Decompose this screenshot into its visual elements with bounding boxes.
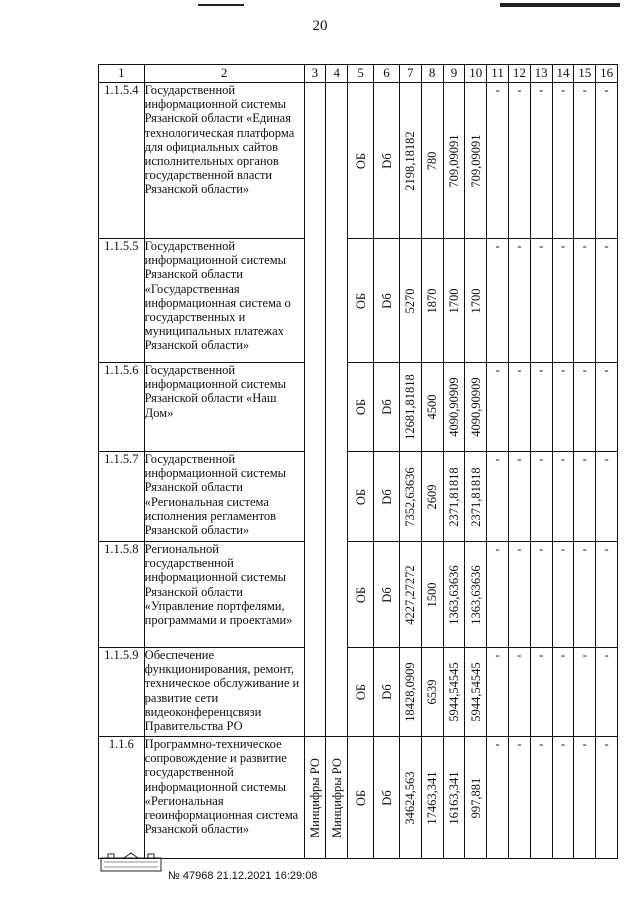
dash-cell: -	[552, 452, 574, 542]
dash-cell: -	[487, 83, 509, 239]
total-amount-cell: 34624,563	[399, 737, 421, 859]
total-amount-cell: 2198,18182	[399, 83, 421, 239]
dash-cell: -	[487, 363, 509, 452]
scan-artifact-left	[198, 4, 244, 6]
budget-code-cell: Dб	[374, 239, 400, 363]
header-cell: 12	[508, 65, 530, 83]
dash-cell: -	[574, 648, 596, 737]
total-amount-cell: 18428,0909	[399, 648, 421, 737]
row-description: Программно-техническое сопровождение и развитие государственной информационной системы «Региональная геоинформационная система Рязанской области»	[144, 737, 304, 859]
budget-code-cell: Dб	[374, 648, 400, 737]
dash-cell: -	[508, 452, 530, 542]
header-cell: 14	[552, 65, 574, 83]
dash-cell: -	[508, 363, 530, 452]
row-number: 1.1.5.5	[99, 239, 145, 363]
dash-cell: -	[530, 737, 552, 859]
dash-cell: -	[596, 542, 618, 648]
table-row	[99, 648, 618, 737]
header-cell: 11	[487, 65, 509, 83]
dash-cell: -	[552, 737, 574, 859]
dash-cell: -	[530, 239, 552, 363]
table-row	[99, 83, 618, 239]
table-row	[99, 239, 618, 363]
dash-cell: -	[530, 363, 552, 452]
header-cell: 1	[99, 65, 145, 83]
dash-cell: -	[508, 83, 530, 239]
header-cell: 8	[421, 65, 443, 83]
row-number: 1.1.5.7	[99, 452, 145, 542]
year-amount-cell: 1700	[443, 239, 465, 363]
dash-cell: -	[487, 542, 509, 648]
row-description: Обеспечение функционирования, ремонт, техническое обслуживание и развитие сети видеоконференцсвязи Правительства РО	[144, 648, 304, 737]
year-amount-cell: 1870	[421, 239, 443, 363]
dash-cell: -	[487, 239, 509, 363]
year-amount-cell: 780	[421, 83, 443, 239]
year-amount-cell: 2371,81818	[443, 452, 465, 542]
year-amount-cell: 1700	[465, 239, 487, 363]
page-number: 20	[312, 18, 328, 34]
row-description: Государственной информационной системы Рязанской области «Наш Дом»	[144, 363, 304, 452]
scan-artifact-right	[500, 3, 620, 7]
funding-source-cell: ОБ	[348, 239, 374, 363]
dash-cell: -	[552, 363, 574, 452]
total-amount-cell: 4227,27272	[399, 542, 421, 648]
header-cell: 13	[530, 65, 552, 83]
total-amount-cell: 12681,81818	[399, 363, 421, 452]
dash-cell: -	[508, 239, 530, 363]
row-number: 1.1.5.8	[99, 542, 145, 648]
dash-cell: -	[552, 239, 574, 363]
funding-source-cell: ОБ	[348, 737, 374, 859]
header-cell: 5	[348, 65, 374, 83]
dash-cell: -	[574, 737, 596, 859]
table-row	[99, 542, 618, 648]
dash-cell: -	[574, 239, 596, 363]
year-amount-cell: 997,881	[465, 737, 487, 859]
header-cell: 6	[374, 65, 400, 83]
table-row	[99, 737, 618, 859]
dash-cell: -	[596, 83, 618, 239]
dash-cell: -	[596, 452, 618, 542]
year-amount-cell: 1500	[421, 542, 443, 648]
dash-cell: -	[487, 452, 509, 542]
header-cell: 7	[399, 65, 421, 83]
table-row	[99, 452, 618, 542]
dash-cell: -	[508, 648, 530, 737]
dash-cell: -	[530, 83, 552, 239]
dash-cell: -	[596, 737, 618, 859]
document-reference: № 47968 21.12.2021 16:29:08	[168, 870, 318, 882]
dash-cell: -	[530, 648, 552, 737]
row-description: Государственной информационной системы Рязанской области «Единая технологическая платформа для официальных сайтов исполнительных органов государственной власти Рязанской области»	[144, 83, 304, 239]
year-amount-cell: 4090,90909	[443, 363, 465, 452]
total-amount-cell: 7352,63636	[399, 452, 421, 542]
budget-code-cell: Dб	[374, 452, 400, 542]
dash-cell: -	[508, 737, 530, 859]
year-amount-cell: 5944,54545	[465, 648, 487, 737]
year-amount-cell: 1363,63636	[443, 542, 465, 648]
dash-cell: -	[508, 542, 530, 648]
row-description: Региональной государственной информационной системы Рязанской области «Управление портфелями, программами и проектами»	[144, 542, 304, 648]
total-amount-cell: 5270	[399, 239, 421, 363]
funding-source-cell: ОБ	[348, 83, 374, 239]
header-cell: 2	[144, 65, 304, 83]
dash-cell: -	[552, 83, 574, 239]
budget-code-cell: Dб	[374, 542, 400, 648]
header-cell: 16	[596, 65, 618, 83]
co-executor-cell: Минцифры РО	[326, 737, 348, 859]
dash-cell: -	[487, 648, 509, 737]
responsible-executor-cell: Минцифры РО	[304, 737, 326, 859]
row-number: 1.1.5.4	[99, 83, 145, 239]
header-cell: 9	[443, 65, 465, 83]
row-number: 1.1.5.6	[99, 363, 145, 452]
row-description: Государственной информационной системы Рязанской области «Региональная система исполнения регламентов Рязанской области»	[144, 452, 304, 542]
year-amount-cell: 16163,341	[443, 737, 465, 859]
year-amount-cell: 4500	[421, 363, 443, 452]
dash-cell: -	[596, 363, 618, 452]
dash-cell: -	[596, 648, 618, 737]
funding-source-cell: ОБ	[348, 452, 374, 542]
budget-code-cell: Dб	[374, 83, 400, 239]
dash-cell: -	[552, 648, 574, 737]
year-amount-cell: 6539	[421, 648, 443, 737]
dash-cell: -	[530, 452, 552, 542]
year-amount-cell: 709,09091	[443, 83, 465, 239]
funding-source-cell: ОБ	[348, 648, 374, 737]
data-table	[98, 64, 618, 859]
year-amount-cell: 17463,341	[421, 737, 443, 859]
dash-cell: -	[574, 363, 596, 452]
year-amount-cell: 709,09091	[465, 83, 487, 239]
responsible-cell-col3	[304, 83, 326, 737]
row-description: Государственной информационной системы Рязанской области «Государственная информационная система о государственных и муниципальных платежах Рязанской области»	[144, 239, 304, 363]
year-amount-cell: 4090,90909	[465, 363, 487, 452]
dash-cell: -	[530, 542, 552, 648]
funding-source-cell: ОБ	[348, 363, 374, 452]
dash-cell: -	[574, 542, 596, 648]
header-cell: 10	[465, 65, 487, 83]
year-amount-cell: 5944,54545	[443, 648, 465, 737]
year-amount-cell: 2371,81818	[465, 452, 487, 542]
dash-cell: -	[596, 239, 618, 363]
budget-code-cell: Dб	[374, 363, 400, 452]
dash-cell: -	[487, 737, 509, 859]
header-cell: 4	[326, 65, 348, 83]
dash-cell: -	[574, 452, 596, 542]
dash-cell: -	[552, 542, 574, 648]
row-number: 1.1.5.9	[99, 648, 145, 737]
table-row	[99, 363, 618, 452]
table-header-row	[99, 65, 618, 83]
header-cell: 3	[304, 65, 326, 83]
year-amount-cell: 2609	[421, 452, 443, 542]
government-stamp-icon	[100, 852, 162, 872]
header-cell: 15	[574, 65, 596, 83]
row-number: 1.1.6	[99, 737, 145, 859]
responsible-cell-col4	[326, 83, 348, 737]
dash-cell: -	[574, 83, 596, 239]
budget-code-cell: Dб	[374, 737, 400, 859]
year-amount-cell: 1363,63636	[465, 542, 487, 648]
funding-source-cell: ОБ	[348, 542, 374, 648]
